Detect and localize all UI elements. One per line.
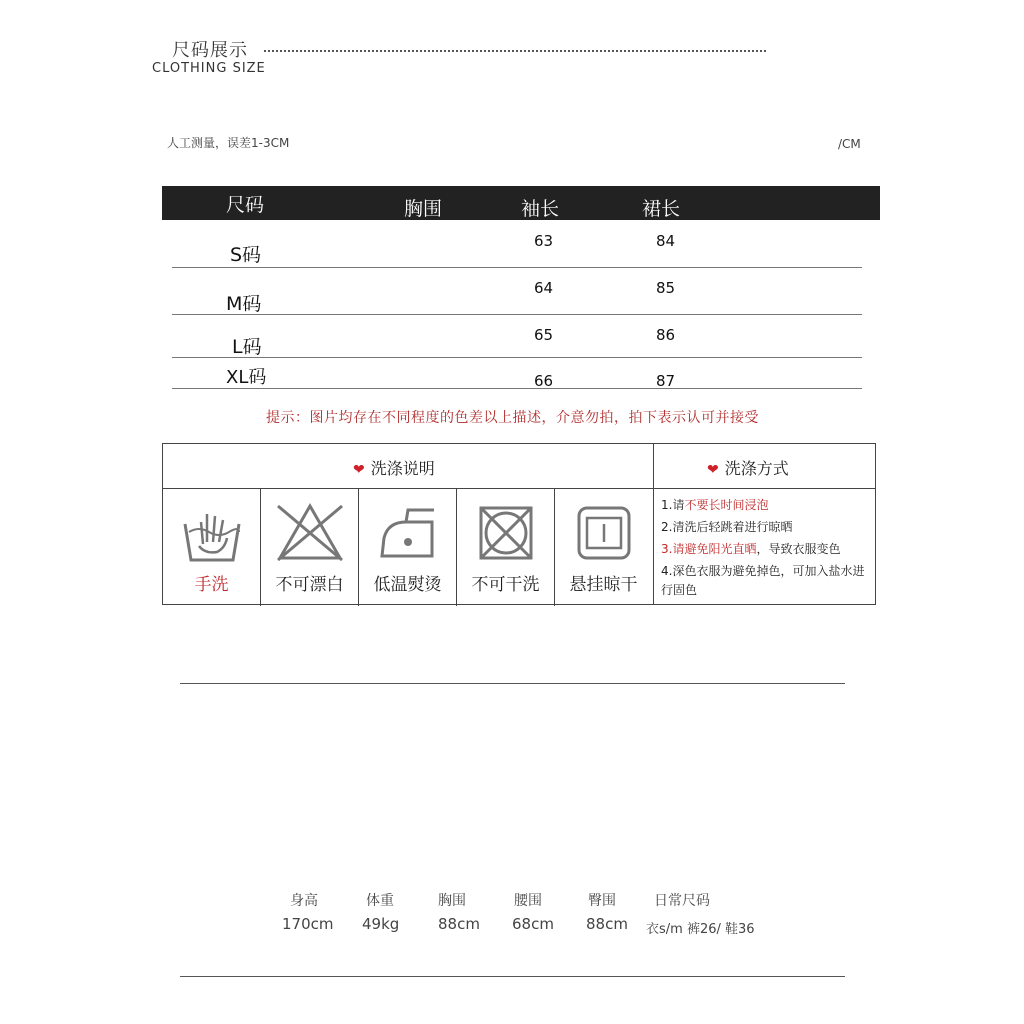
no-bleach-label: 不可漂白 [275,575,344,595]
no-dry-clean-label: 不可干洗 [471,575,540,595]
size-row-label: XL码 [226,367,267,388]
size-row-label: M码 [226,293,262,315]
sleeve-value: 64 [534,279,554,297]
row-divider [172,357,862,358]
model-hip-value: 88cm [586,915,628,933]
hand-wash-icon [163,502,260,564]
heart-icon: ❤ [707,462,719,478]
size-row-label: S码 [230,244,262,266]
size-row-label: L码 [232,336,262,358]
sleeve-value: 66 [534,372,554,390]
no-dry-clean-icon [457,502,554,564]
row-divider [172,314,862,315]
section-divider [180,683,845,684]
header-size: 尺码 [226,194,265,216]
care-table [162,443,876,605]
model-height-value: 170cm [282,915,334,933]
hang-dry-icon [555,502,652,564]
row-divider [172,388,862,389]
wash-method-title: ❤ 洗涤方式 [707,459,789,478]
wash-method-list [661,494,873,600]
unit-label: /CM [838,137,861,151]
row-divider [172,267,862,268]
model-height-label: 身高 [290,893,318,909]
model-chest-value: 88cm [438,915,480,933]
section-divider [180,976,845,977]
header-sleeve: 袖长 [521,198,560,220]
model-waist-label: 腰围 [514,893,542,909]
length-value: 87 [656,372,676,390]
low-iron-label: 低温熨烫 [373,575,442,595]
length-value: 86 [656,326,676,344]
model-daily-size-value: 衣s/m 裤26/ 鞋36 [646,922,755,937]
header-chest: 胸围 [404,198,443,220]
model-chest-label: 胸围 [438,893,466,909]
no-bleach-icon [261,502,358,564]
size-table-header [162,186,880,220]
sleeve-value: 63 [534,232,554,250]
section-title: 尺码展示 [172,40,248,61]
wash-method-item: 3.请避免阳光直晒，导致衣服变色 [661,542,841,556]
model-daily-size-label: 日常尺码 [654,893,710,909]
model-weight-label: 体重 [366,893,394,909]
low-iron-icon [359,502,456,564]
section-subtitle: CLOTHING SIZE [152,61,266,76]
sleeve-value: 65 [534,326,554,344]
header-length: 裙长 [642,198,681,220]
wash-method-item: 2.清洗后轻跳着进行晾晒 [661,520,793,534]
measurement-note: 人工测量，误差1-3CM [167,136,290,150]
model-weight-value: 49kg [362,915,400,933]
heart-icon: ❤ [353,462,365,478]
model-hip-label: 臀围 [588,893,616,909]
model-waist-value: 68cm [512,915,554,933]
care-column-divider [653,444,654,604]
length-value: 84 [656,232,676,250]
hand-wash-label: 手洗 [194,575,229,595]
color-difference-tip: 提示：图片均存在不同程度的色差以上描述，介意勿拍，拍下表示认可并接受 [266,410,759,426]
wash-method-item: 4.深色衣服为避免掉色，可加入盐水进行固色 [661,564,865,597]
wash-method-item: 1.请不要长时间浸泡 [661,498,769,512]
care-instructions-title: ❤ 洗涤说明 [353,459,435,478]
title-dotted-divider [264,50,766,52]
hang-dry-label: 悬挂晾干 [569,575,638,595]
care-header-divider [163,488,875,489]
length-value: 85 [656,279,676,297]
